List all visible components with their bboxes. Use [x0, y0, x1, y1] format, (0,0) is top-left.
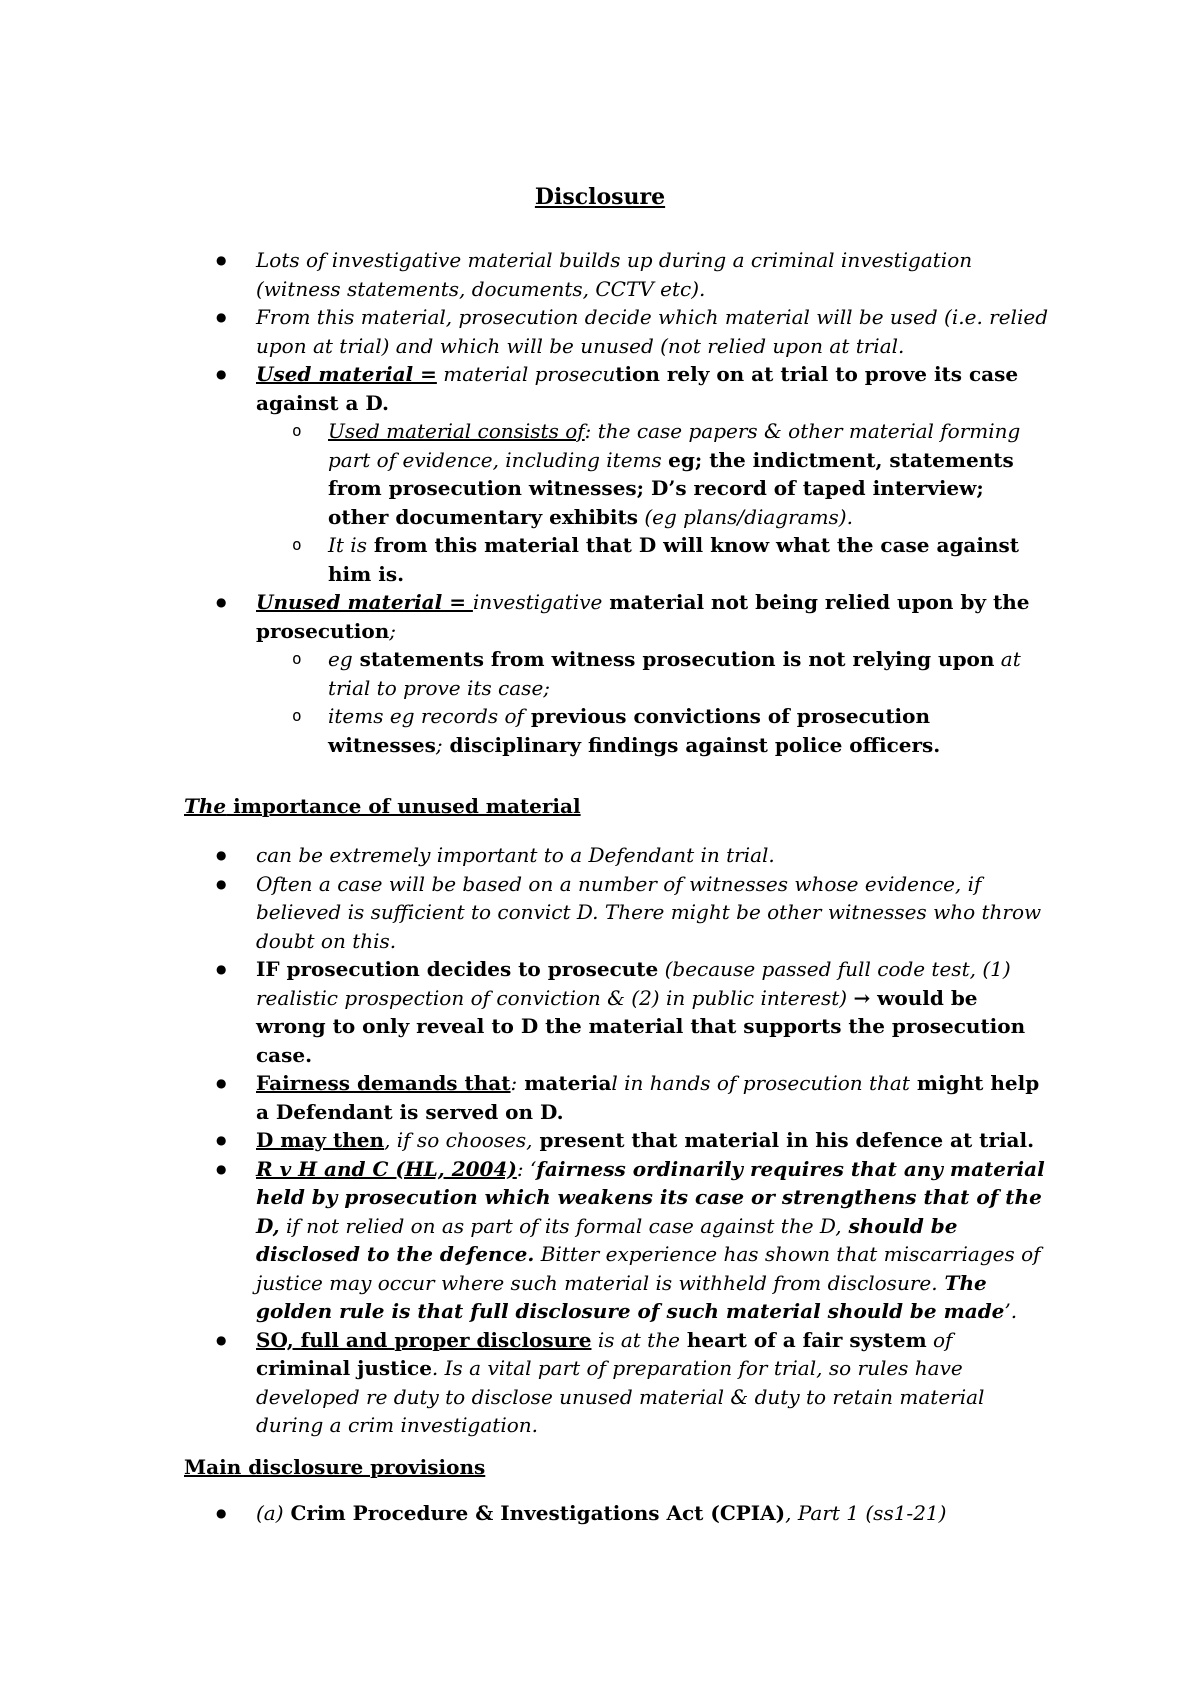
list-item: ● IF prosecution decides to prosecute (because passed full code test, (1) realistic prospection of conviction & (2) in public interest) → would be wrong to only reveal to D the material that supports the prosecution case.: [0, 955, 1200, 1069]
list-item: ● Used material = material prosecution rely on at trial to prove its case against a D. o Used material consists of: the case papers & other material forming part of evidence, including items eg; the indictment, statements from prosecution witnesses; D’s record of taped interview; other documentary exhibits (eg plans/diagrams). o It is from this material that D will know what the case against him is.: [0, 360, 1200, 588]
sub-list-item: o It is from this material that D will know what the case against him is.: [256, 531, 1050, 588]
case-citation: R v H and C (HL, 2004): [256, 1156, 517, 1181]
list-item: ● Fairness demands that: material in hands of prosecution that might help a Defendant is served on D.: [0, 1069, 1200, 1126]
arrow-icon: →: [853, 985, 871, 1010]
sub-list-item: o items eg records of previous convictions of prosecution witnesses; disciplinary findings against police officers.: [256, 702, 1050, 759]
list-item: ● R v H and C (HL, 2004): ‘fairness ordinarily requires that any material held by prosecution which weakens its case or strengthens that of the D, if not relied on as part of its formal case against the D, should be disclosed to the defence. Bitter experience has shown that miscarriages of justice may occur where such material is withheld from disclosure. The golden rule is that full disclosure of such material should be made’.: [0, 1155, 1200, 1326]
sub-list-item: o eg statements from witness prosecution is not relying upon at trial to prove its case;: [256, 645, 1050, 702]
sub-list: [256, 645, 1050, 759]
sub-list-item: o Used material consists of: the case papers & other material forming part of evidence, including items eg; the indictment, statements from prosecution witnesses; D’s record of taped interview; other documentary exhibits (eg plans/diagrams).: [256, 417, 1050, 531]
importance-bullet-list: [0, 841, 1200, 1440]
intro-section: [0, 246, 1200, 759]
list-item: ● Unused material = investigative material not being relied upon by the prosecution; o eg statements from witness prosecution is not relying upon at trial to prove its case; o items eg records of previous convictions of prosecution witnesses; disciplinary findings against police officers.: [0, 588, 1200, 759]
list-item: ● (a) Crim Procedure & Investigations Act (CPIA), Part 1 (ss1-21): [0, 1499, 1200, 1528]
term-unused-material: Unused material =: [256, 590, 473, 614]
provisions-bullet-list: [0, 1499, 1200, 1528]
list-item: ● Often a case will be based on a number of witnesses whose evidence, if believed is sufficient to convict D. There might be other witnesses who throw doubt on this.: [0, 870, 1200, 956]
list-item: ● From this material, prosecution decide which material will be used (i.e. relied upon at trial) and which will be unused (not relied upon at trial.: [0, 303, 1200, 360]
section-heading-importance: The importance of unused material: [184, 794, 581, 818]
list-item: ● Lots of investigative material builds up during a criminal investigation (witness statements, documents, CCTV etc).: [0, 246, 1200, 303]
provisions-section: [0, 1499, 1200, 1528]
list-item: ● can be extremely important to a Defendant in trial.: [0, 841, 1200, 870]
page-title: Disclosure: [534, 184, 666, 210]
intro-bullet-list: [0, 246, 1200, 759]
importance-section: [0, 841, 1200, 1440]
term-used-material: Used material =: [256, 362, 437, 386]
list-item: ● SO, full and proper disclosure is at the heart of a fair system of criminal justice. Is a vital part of preparation for trial, so rules have developed re duty to disclose unused material & duty to retain material during a crim investigation.: [0, 1326, 1200, 1440]
sub-list: [256, 417, 1050, 588]
list-item: ● D may then, if so chooses, present that material in his defence at trial.: [0, 1126, 1200, 1155]
section-heading-provisions: Main disclosure provisions: [184, 1455, 486, 1479]
